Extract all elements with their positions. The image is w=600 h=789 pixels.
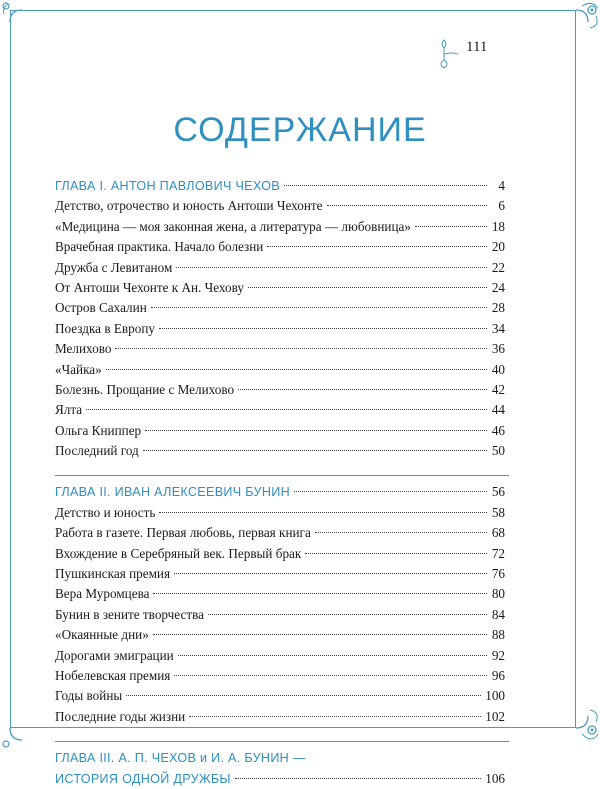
toc-entry[interactable] [55, 441, 505, 461]
dot-leader [153, 593, 487, 594]
dot-leader [305, 553, 487, 554]
corner-ornament-bottom-left-icon [0, 710, 40, 750]
toc-entry[interactable] [55, 564, 505, 584]
toc-entry-label: Ялта [55, 402, 83, 418]
toc-page-number: 46 [491, 422, 505, 438]
toc-page-number: 44 [491, 402, 505, 418]
divider [55, 741, 509, 742]
toc-entry[interactable] [55, 625, 505, 645]
dot-leader [153, 634, 487, 635]
dot-leader [327, 205, 487, 206]
toc-entry-label: Вера Муромцева [55, 586, 150, 602]
toc-entry-label: Вхождение в Серебряный век. Первый брак [55, 545, 302, 561]
toc-page-number: 56 [491, 484, 505, 500]
toc-entry-label: Болезнь. Прощание с Мелихово [55, 381, 235, 397]
table-of-contents [55, 176, 505, 789]
dot-leader [267, 246, 487, 247]
toc-page-number: 42 [491, 381, 505, 397]
toc-page-number: 58 [491, 504, 505, 520]
toc-entry[interactable] [55, 237, 505, 257]
toc-page-number: 24 [491, 279, 505, 295]
toc-page-number: 88 [491, 627, 505, 643]
toc-page-number: 20 [491, 239, 505, 255]
toc-chapter-label-line2: ИСТОРИЯ ОДНОЙ ДРУЖБЫ [55, 771, 231, 786]
toc-chapter-3[interactable] [55, 748, 505, 789]
toc-entry[interactable] [55, 258, 505, 278]
divider [55, 475, 509, 476]
dot-leader [126, 695, 481, 696]
toc-entry[interactable] [55, 298, 505, 318]
dot-leader [284, 185, 487, 186]
toc-chapter-2[interactable] [55, 482, 505, 502]
toc-entry[interactable] [55, 544, 505, 564]
toc-entry[interactable] [55, 319, 505, 339]
toc-page-number: 72 [491, 545, 505, 561]
dot-leader [294, 491, 487, 492]
dot-leader [238, 389, 487, 390]
toc-entry-label: «Окаянные дни» [55, 627, 149, 643]
toc-entry-label: Последние годы жизни [55, 708, 186, 724]
toc-entry[interactable] [55, 686, 505, 706]
dot-leader [86, 409, 487, 410]
dot-leader [208, 614, 487, 615]
dot-leader [176, 267, 487, 268]
toc-chapter-label-line1: ГЛАВА III. А. П. ЧЕХОВ и И. А. БУНИН — [55, 751, 306, 766]
dot-leader [189, 716, 481, 717]
toc-entry-label: Последний год [55, 443, 139, 459]
corner-ornament-bottom-right-icon [548, 700, 600, 750]
toc-entry-label: Пушкинская премия [55, 566, 171, 582]
toc-entry[interactable] [55, 278, 505, 298]
toc-entry-label: Нобелевская премия [55, 667, 171, 683]
toc-page-number: 4 [498, 178, 505, 193]
toc-entry[interactable] [55, 400, 505, 420]
toc-entry[interactable] [55, 523, 505, 543]
toc-entry[interactable] [55, 646, 505, 666]
toc-entry[interactable] [55, 503, 505, 523]
toc-page-number: 18 [491, 218, 505, 234]
toc-page-number: 80 [491, 586, 505, 602]
page-title: СОДЕРЖАНИЕ [173, 110, 427, 149]
toc-page-number: 36 [491, 341, 505, 357]
dot-leader [115, 348, 487, 349]
toc-entry-label: Дорогами эмиграции [55, 647, 174, 663]
toc-entry-label: Дружба с Левитаном [55, 259, 173, 275]
dot-leader [248, 287, 487, 288]
toc-entry[interactable] [55, 421, 505, 441]
toc-entry-label: Остров Сахалин [55, 300, 147, 316]
dot-leader [174, 675, 487, 676]
toc-page-number: 106 [485, 770, 505, 786]
dot-leader [145, 430, 487, 431]
toc-page-number: 92 [491, 647, 505, 663]
page-number: 111 [466, 39, 488, 55]
toc-entry[interactable] [55, 196, 505, 216]
toc-page-number: 84 [491, 606, 505, 622]
corner-ornament-top-right-icon [548, 0, 600, 40]
toc-entry[interactable] [55, 380, 505, 400]
corner-ornament-top-left-icon [0, 0, 40, 40]
dot-leader [143, 450, 487, 451]
dot-leader [174, 573, 487, 574]
toc-chapter-label: ГЛАВА II. ИВАН АЛЕКСЕЕВИЧ БУНИН [55, 485, 290, 500]
toc-entry-label: Врачебная практика. Начало болезни [55, 239, 264, 255]
toc-entry-label: От Антоши Чехонте к Ан. Чехову [55, 279, 244, 295]
dot-leader [151, 307, 487, 308]
toc-entry-label: «Чайка» [55, 361, 102, 377]
toc-page-number: 6 [498, 198, 505, 214]
page-number-ornament-icon [430, 38, 460, 72]
toc-entry[interactable] [55, 605, 505, 625]
dot-leader [315, 532, 487, 533]
toc-entry-label: Детство и юность [55, 504, 156, 520]
dot-leader [106, 369, 487, 370]
toc-page-number: 96 [491, 667, 505, 683]
toc-page-number: 76 [491, 566, 505, 582]
dot-leader [159, 328, 487, 329]
toc-entry[interactable] [55, 360, 505, 380]
toc-page-number: 28 [491, 300, 505, 316]
toc-page-number: 40 [491, 361, 505, 377]
dot-leader [159, 512, 487, 513]
toc-entry-label: «Медицина — моя законная жена, а литература — любовница» [55, 218, 411, 234]
dot-leader [235, 778, 481, 779]
toc-page-number: 102 [485, 708, 505, 724]
toc-entry-label: Поездка в Европу [55, 320, 155, 336]
toc-entry-label: Бунин в зените творчества [55, 606, 205, 622]
toc-entry[interactable] [55, 707, 505, 727]
toc-chapter-label: ГЛАВА I. АНТОН ПАВЛОВИЧ ЧЕХОВ [55, 179, 280, 193]
toc-entry-label: Детство, отрочество и юность Антоши Чехонте [55, 198, 323, 214]
dot-leader [178, 655, 487, 656]
toc-entry[interactable] [55, 217, 505, 237]
toc-entry-label: Годы войны [55, 688, 123, 704]
toc-page-number: 68 [491, 525, 505, 541]
toc-entry[interactable] [55, 584, 505, 604]
toc-entry-label: Ольга Книппер [55, 422, 142, 438]
toc-page-number: 34 [491, 320, 505, 336]
toc-entry-label: Работа в газете. Первая любовь, первая книга [55, 525, 311, 541]
toc-entry-label: Мелихово [55, 341, 112, 357]
dot-leader [415, 226, 487, 227]
toc-page-number: 50 [491, 443, 505, 459]
toc-entry[interactable] [55, 339, 505, 359]
toc-page-number: 100 [485, 688, 505, 704]
toc-chapter-1[interactable] [55, 176, 505, 196]
toc-page-number: 22 [491, 259, 505, 275]
toc-entry[interactable] [55, 666, 505, 686]
